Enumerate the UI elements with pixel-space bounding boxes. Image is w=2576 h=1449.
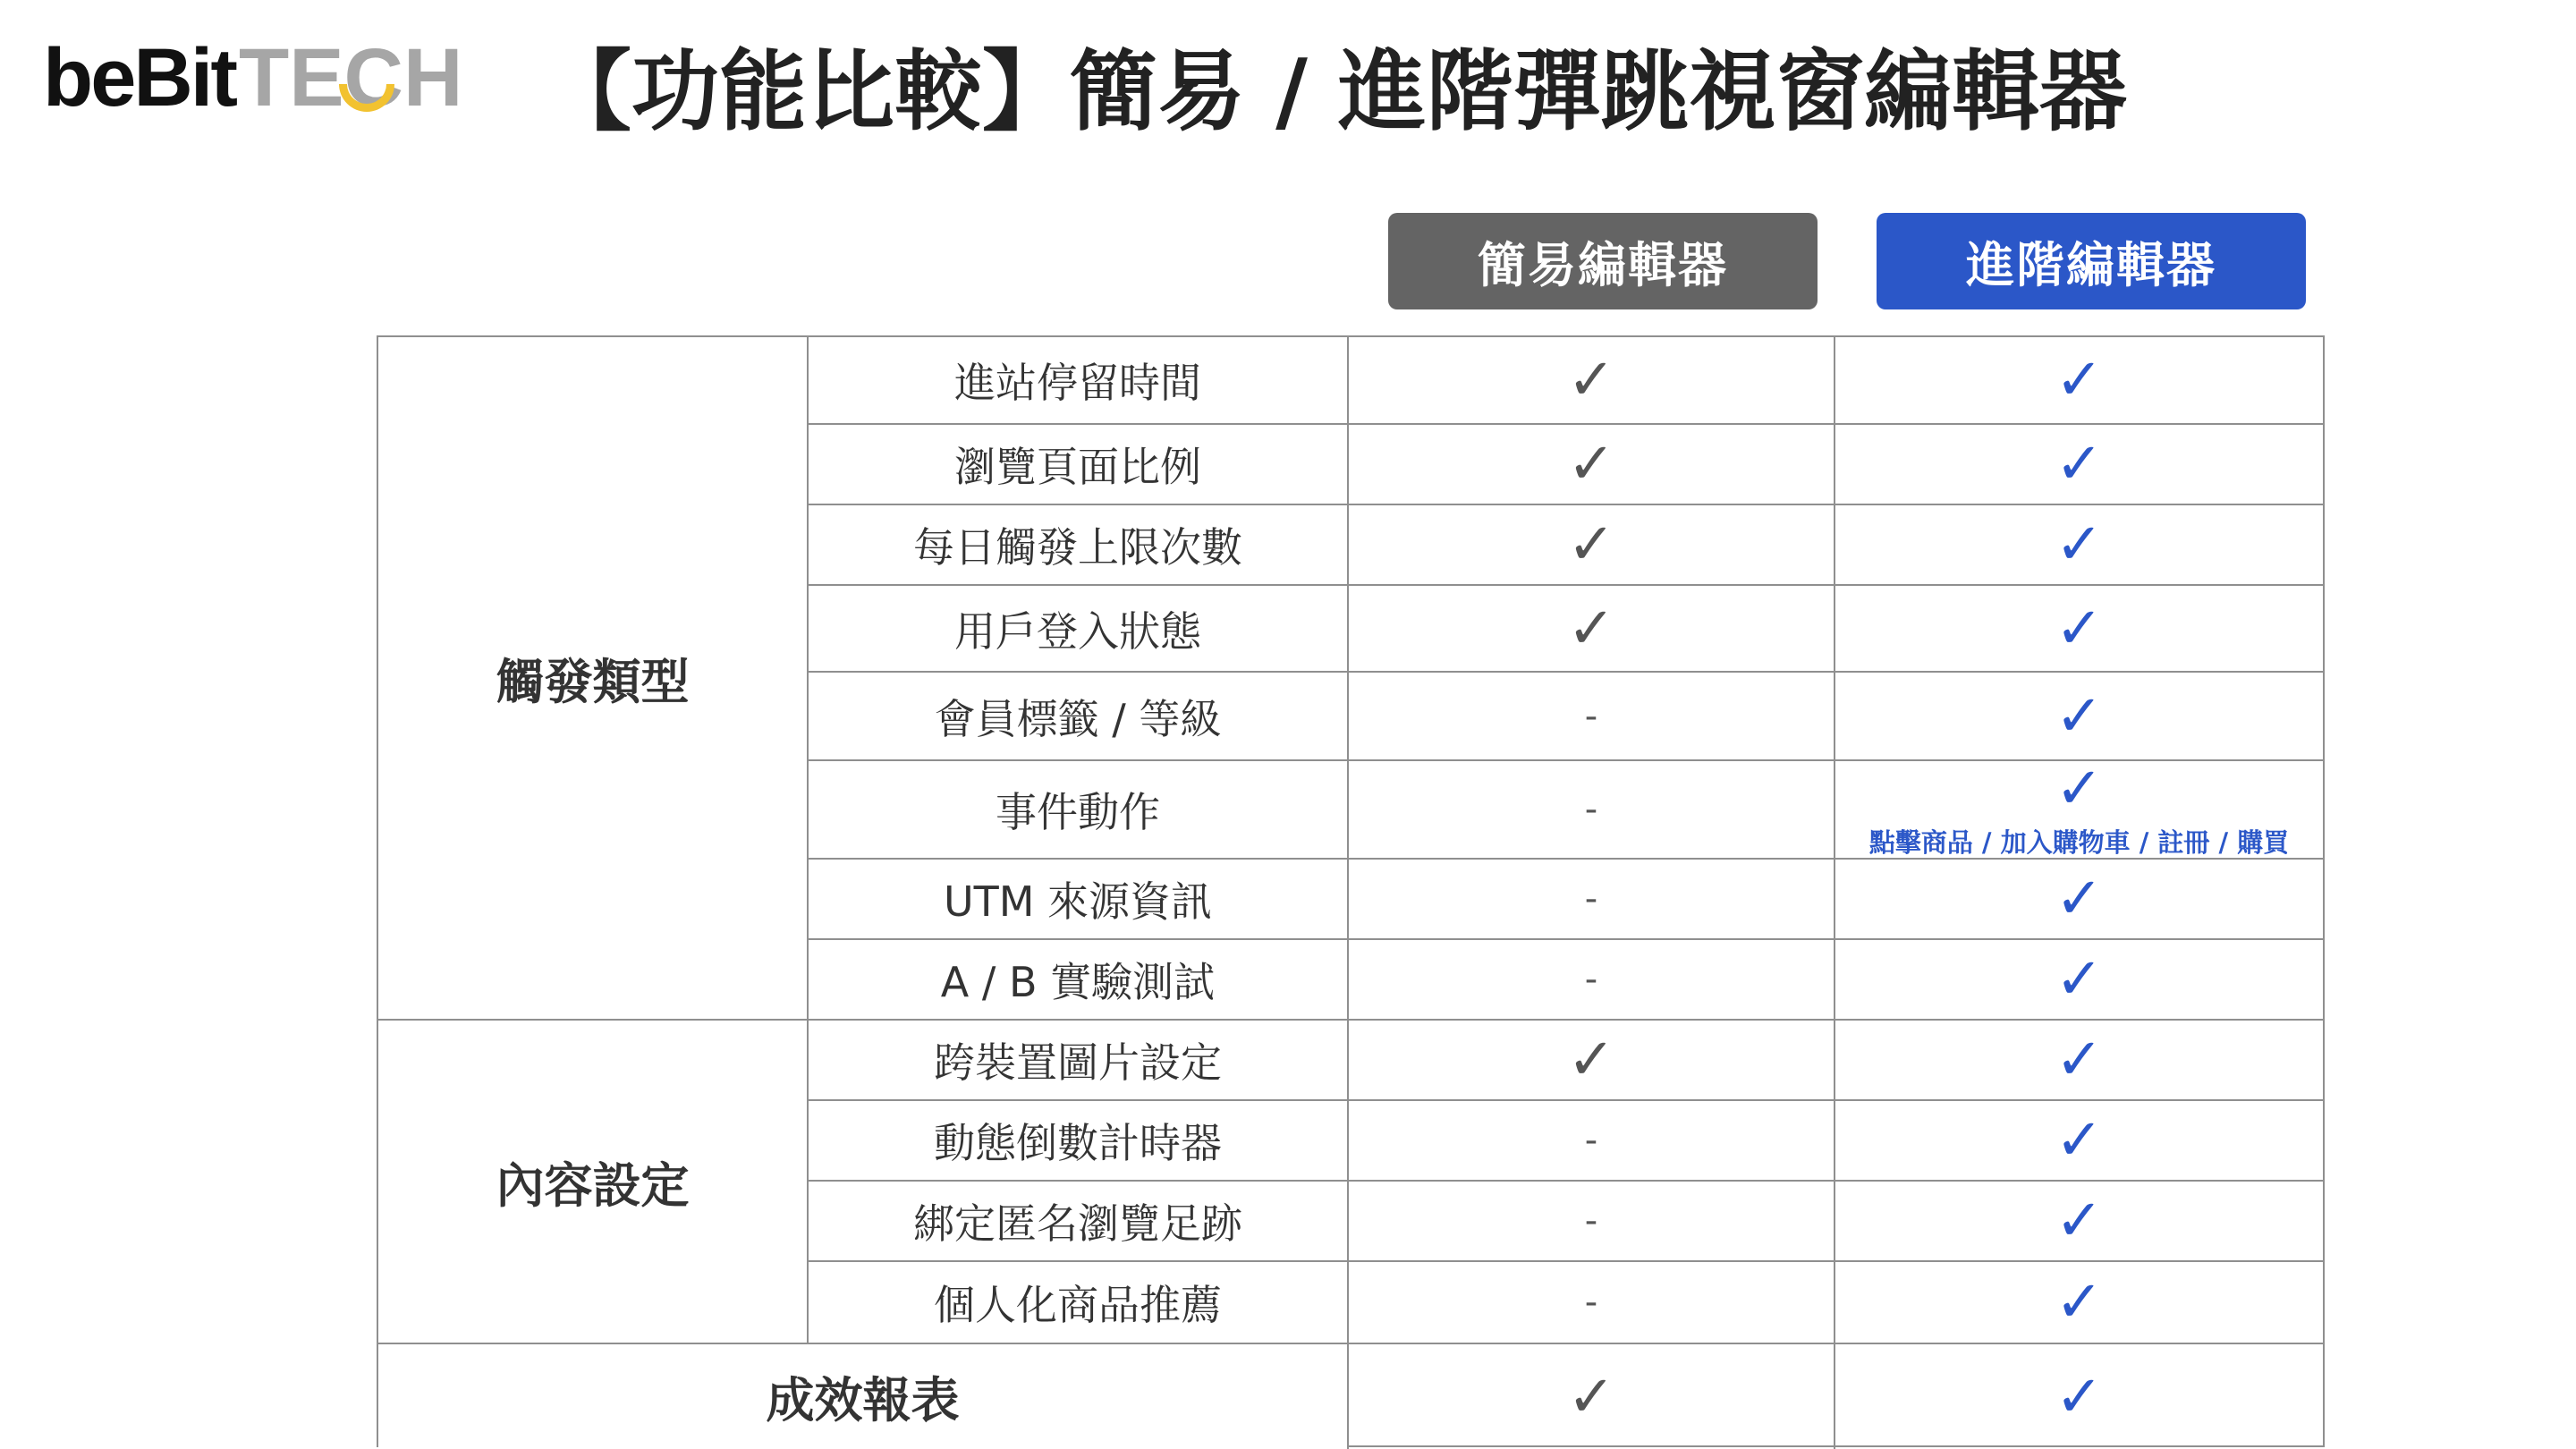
simple-editor-cell: [1349, 860, 1835, 940]
check-mark-icon: ✓: [2055, 866, 2104, 932]
advanced-editor-cell: [1835, 505, 2323, 586]
check-mark-icon: ✓: [2055, 347, 2104, 413]
advanced-editor-cell: [1835, 1262, 2323, 1344]
advanced-editor-cell: [1835, 940, 2323, 1021]
category-performance-report: 成效報表: [378, 1344, 1349, 1449]
simple-editor-cell: [1349, 1101, 1835, 1182]
advanced-editor-cell: [1835, 586, 2323, 673]
check-mark-icon: ✓: [2055, 1363, 2104, 1430]
simple-editor-cell: [1349, 673, 1835, 761]
feature-label: 動態倒數計時器: [809, 1101, 1349, 1182]
category-trigger-type: 觸發類型: [378, 337, 809, 1021]
dash-mark: -: [1584, 1200, 1598, 1241]
check-mark-icon: ✓: [2055, 1269, 2104, 1335]
page-title: 【功能比較】簡易 / 進階彈跳視窗編輯器: [544, 41, 2128, 143]
feature-label: 個人化商品推薦: [809, 1262, 1349, 1344]
feature-label: 進站停留時間: [809, 337, 1349, 425]
simple-editor-cell: [1349, 505, 1835, 586]
advanced-editor-cell: [1835, 1344, 2323, 1449]
feature-label: 跨裝置圖片設定: [809, 1021, 1349, 1101]
feature-label: 事件動作: [809, 761, 1349, 860]
check-mark-icon: ✓: [1567, 1027, 1615, 1093]
event-action-note: 點擊商品 / 加入購物車 / 註冊 / 購買: [1868, 826, 2290, 858]
logo-text-tech: TECH: [239, 32, 463, 123]
check-mark-icon: ✓: [2055, 1107, 2104, 1174]
check-mark-icon: ✓: [2055, 682, 2104, 750]
dash-mark: -: [1584, 789, 1598, 830]
check-mark-icon: ✓: [2055, 755, 2104, 822]
advanced-editor-cell: [1835, 425, 2323, 505]
advanced-editor-cell: [1835, 1101, 2323, 1182]
bebit-tech-logo: [43, 32, 463, 123]
feature-label: 每日觸發上限次數: [809, 505, 1349, 586]
simple-editor-cell: [1349, 1262, 1835, 1344]
dash-mark: -: [1584, 959, 1598, 1000]
check-mark-icon: ✓: [2055, 946, 2104, 1013]
check-mark-icon: ✓: [2055, 1027, 2104, 1093]
logo-text-bebit: beBit: [43, 32, 235, 123]
simple-editor-cell: [1349, 337, 1835, 425]
check-mark-icon: ✓: [2055, 1188, 2104, 1254]
check-mark-icon: ✓: [1567, 512, 1615, 578]
dash-mark: -: [1584, 1120, 1598, 1161]
simple-editor-cell: [1349, 1344, 1835, 1449]
feature-label: 綁定匿名瀏覽足跡: [809, 1182, 1349, 1262]
advanced-editor-cell: [1835, 337, 2323, 425]
advanced-editor-header: 進階編輯器: [1877, 213, 2306, 309]
check-mark-icon: ✓: [2055, 512, 2104, 578]
simple-editor-cell: [1349, 586, 1835, 673]
advanced-editor-cell: [1835, 1021, 2323, 1101]
check-mark-icon: ✓: [2055, 595, 2104, 662]
check-mark-icon: ✓: [1567, 1363, 1615, 1430]
feature-label: 用戶登入狀態: [809, 586, 1349, 673]
dash-mark: -: [1584, 695, 1598, 737]
simple-editor-cell: [1349, 1021, 1835, 1101]
feature-label: UTM 來源資訊: [809, 860, 1349, 940]
advanced-editor-cell: [1835, 755, 2323, 860]
advanced-editor-cell: [1835, 673, 2323, 761]
check-mark-icon: ✓: [1567, 595, 1615, 662]
feature-label: 瀏覽頁面比例: [809, 425, 1349, 505]
feature-label: A / B 實驗測試: [809, 940, 1349, 1021]
check-mark-icon: ✓: [2055, 431, 2104, 497]
advanced-editor-cell: [1835, 860, 2323, 940]
comparison-table: [377, 335, 2325, 1447]
simple-editor-cell: [1349, 1182, 1835, 1262]
simple-editor-header: 簡易編輯器: [1388, 213, 1818, 309]
simple-editor-cell: [1349, 940, 1835, 1021]
category-content-settings: 內容設定: [378, 1021, 809, 1344]
simple-editor-cell: [1349, 425, 1835, 505]
dash-mark: -: [1584, 1282, 1598, 1323]
feature-label: 會員標籤 / 等級: [809, 673, 1349, 761]
simple-editor-cell: [1349, 761, 1835, 860]
dash-mark: -: [1584, 878, 1598, 919]
check-mark-icon: ✓: [1567, 347, 1615, 413]
check-mark-icon: ✓: [1567, 431, 1615, 497]
advanced-editor-cell: [1835, 1182, 2323, 1262]
